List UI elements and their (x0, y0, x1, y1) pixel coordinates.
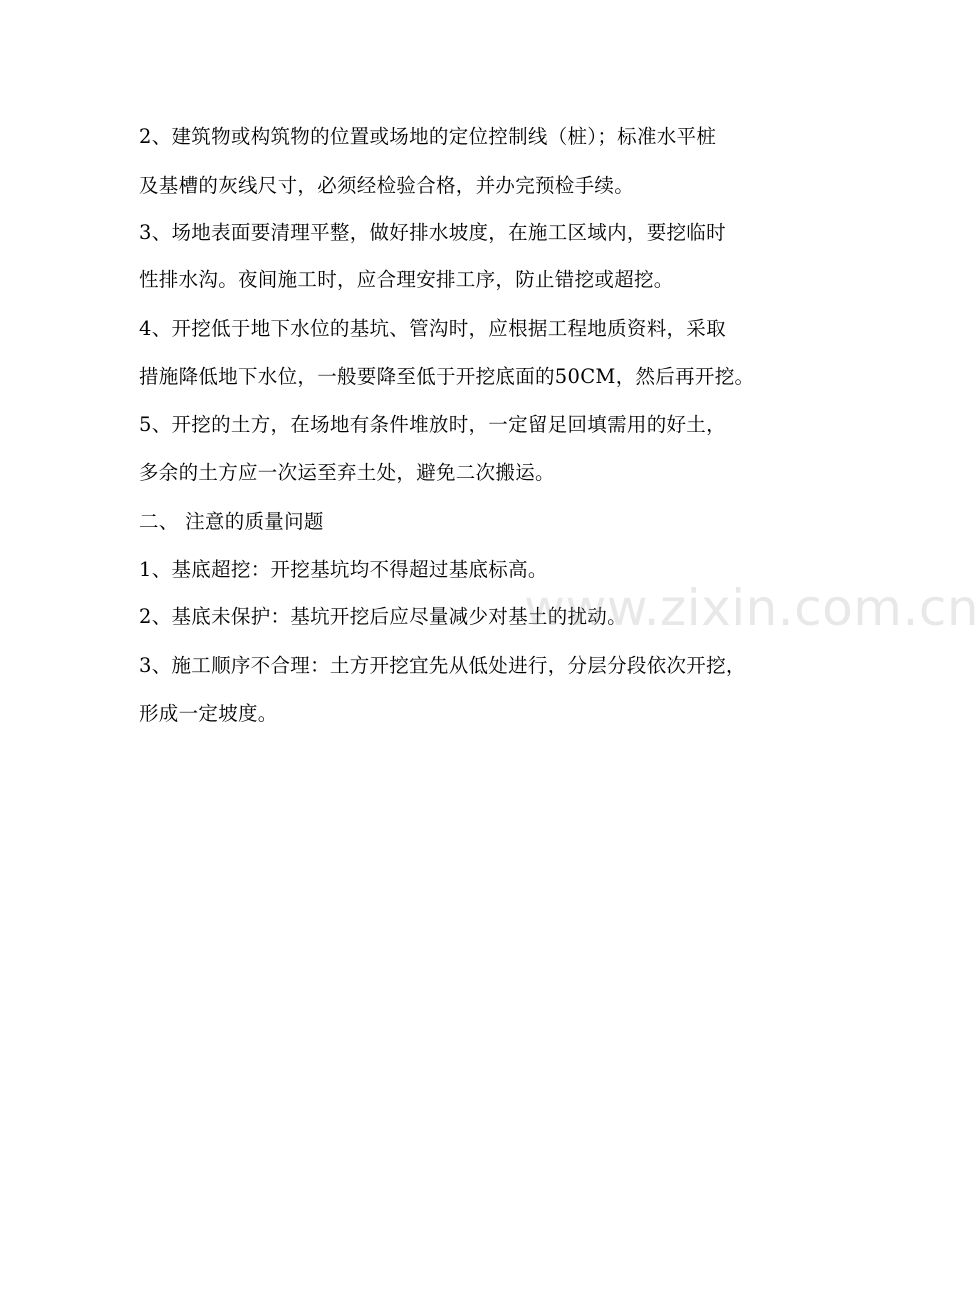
text-line: 性排水沟。夜间施工时，应合理安排工序，防止错挖或超挖。 (139, 268, 674, 291)
text-line: 2、基底未保护：基坑开挖后应尽量减少对基土的扰动。 (139, 605, 627, 628)
text-line: 多余的土方应一次运至弃土处，避免二次搬运。 (139, 461, 555, 484)
watermark: www.zixin.com.cn (524, 579, 979, 637)
text-line: 4、开挖低于地下水位的基坑、管沟时，应根据工程地质资料，采取 (139, 317, 726, 340)
text-line: 5、开挖的土方，在场地有条件堆放时，一定留足回填需用的好土， (139, 413, 726, 436)
text-line: 措施降低地下水位，一般要降至低于开挖底面的50CM，然后再开挖。 (139, 365, 755, 388)
text-line: 3、施工顺序不合理：土方开挖宜先从低处进行，分层分段依次开挖， (139, 654, 746, 677)
text-line: 形成一定坡度。 (139, 702, 278, 725)
text-line: 3、场地表面要清理平整，做好排水坡度，在施工区域内，要挖临时 (139, 221, 726, 244)
text-line: 2、建筑物或构筑物的位置或场地的定位控制线（桩）；标准水平桩 (139, 125, 717, 148)
text-line: 1、基底超挖：开挖基坑均不得超过基底标高。 (139, 558, 548, 581)
text-line: 及基槽的灰线尺寸，必须经检验合格，并办完预检手续。 (139, 174, 635, 197)
section-heading: 二、 注意的质量问题 (139, 510, 324, 533)
